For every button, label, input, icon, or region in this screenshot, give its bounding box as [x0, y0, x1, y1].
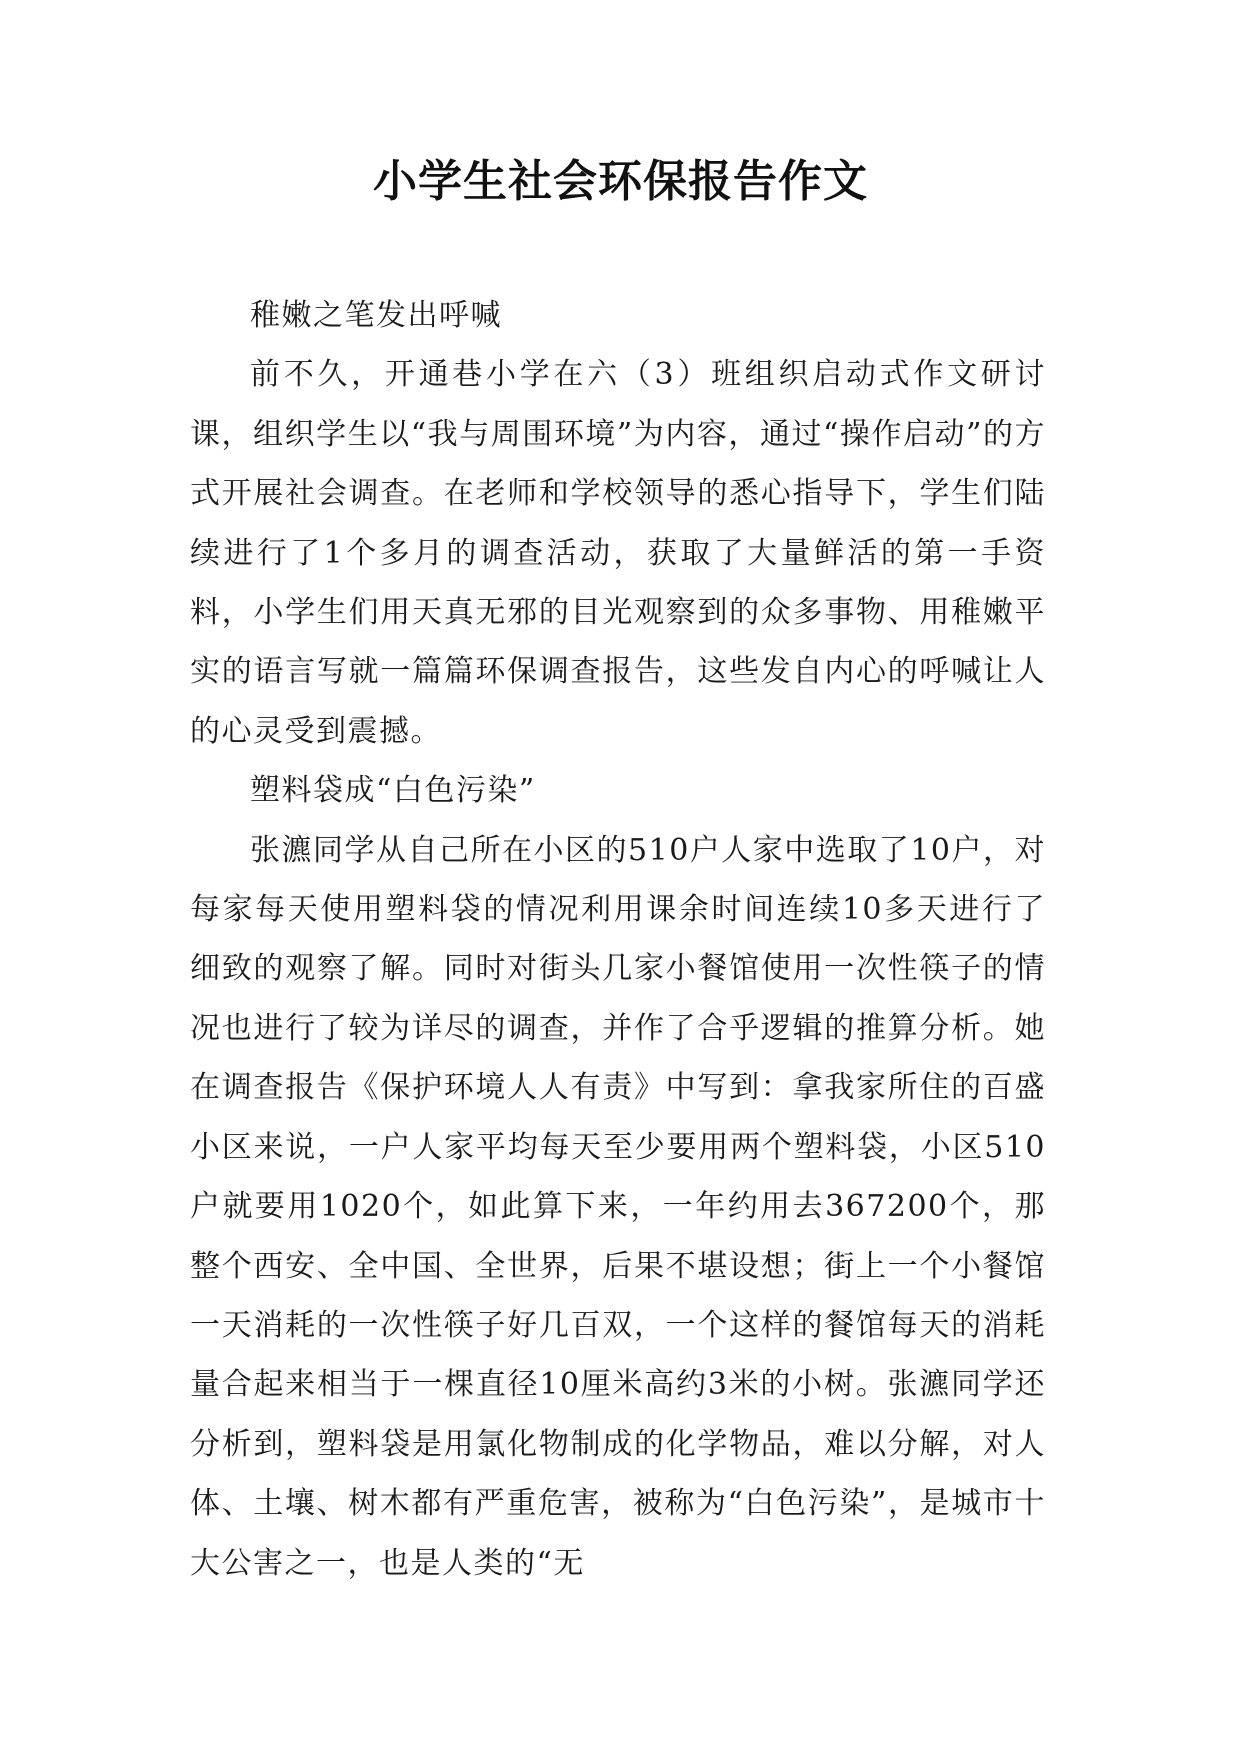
document-title: 小学生社会环保报告作文: [373, 156, 868, 207]
paragraph-intro: 前不久，开通巷小学在六（3）班组织启动式作文研讨课，组织学生以“我与周围环境”为内容，通过“操作启动”的方式开展社会调查。在老师和学校领导的悉心指导下，学生们陆续进行了1个多月的调查活动，获取了大量鲜活的第一手资料，小学生们用天真无邪的目光观察到的众多事物、用稚嫩平实的语言写就一篇篇环保调查报告，这些发自内心的呼喊让人的心灵受到震撼。: [190, 357, 1046, 749]
section-heading-white-pollution: 塑料袋成“白色污染”: [250, 773, 536, 809]
section-heading-childish-pen: 稚嫩之笔发出呼喊: [250, 298, 502, 333]
paragraph-plastic-bags: 张瀌同学从自己所在小区的510户人家中选取了10户，对每家每天使用塑料袋的情况利用课余时间连续10多天进行了细致的观察了解。同时对街头几家小餐馆使用一次性筷子的情况也进行了较为详尽的调查，并作了合乎逻辑的推算分析。她在调查报告《保护环境人人有责》中写到：拿我家所住的百盛小区来说，一户人家平均每天至少要用两个塑料袋，小区510户就要用1020个，如此算下来，一年约用去367200个，那整个西安、全中国、全世界，后果不堪设想；街上一个小餐馆一天消耗的一次性筷子好几百双，一个这样的餐馆每天的消耗量合起来相当于一棵直径10厘米高约3米的小树。张瀌同学还分析到，塑料袋是用氯化物制成的化学物品，难以分解，对人体、土壤、树木都有严重危害，被称为“白色污染”，是城市十大公害之一，也是人类的“无: [190, 832, 1046, 1581]
document-body: [190, 286, 1046, 1593]
